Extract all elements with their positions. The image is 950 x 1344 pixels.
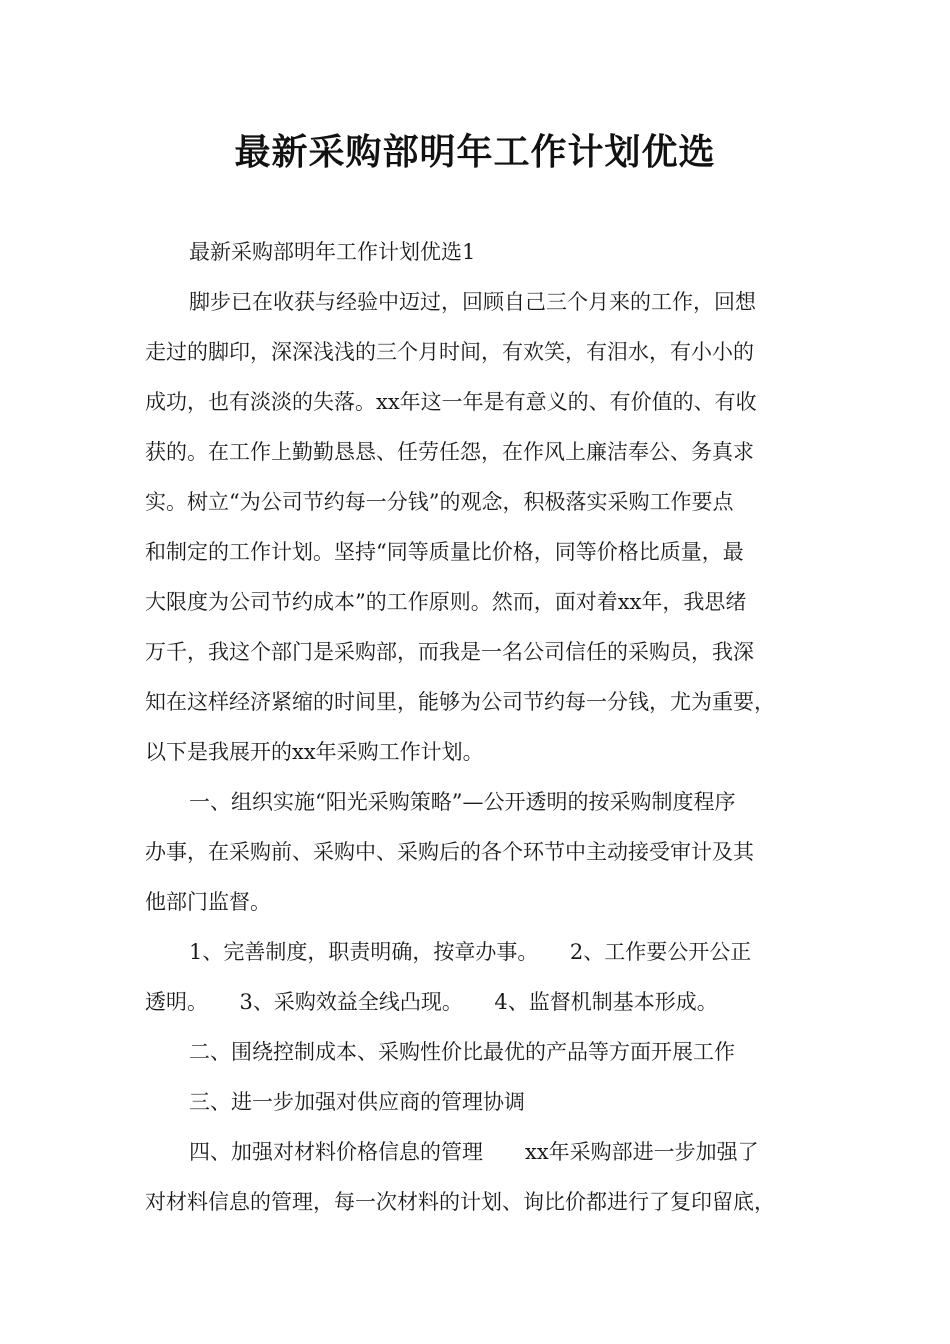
paragraph-section-1-items [145,927,813,1027]
text-line: 办事，在采购前、采购中、采购后的各个环节中主动接受审计及其 [145,840,754,864]
paragraph-section-4 [145,1127,813,1227]
paragraph-intro [145,277,813,777]
text-line: 成功，也有淡淡的失落。xx年这一年是有意义的、有价值的、有收 [145,390,757,414]
text-line: 三、进一步加强对供应商的管理协调 [189,1090,525,1114]
document-body [145,227,813,1227]
text-line: 他部门监督。 [145,890,271,914]
text-line: 最新采购部明年工作计划优选1 [189,240,476,264]
document-title: 最新采购部明年工作计划优选 [234,132,716,173]
text-line: 走过的脚印，深深浅浅的三个月时间，有欢笑，有泪水，有小小的 [145,340,754,364]
text-line: 知在这样经济紧缩的时间里，能够为公司节约每一分钱，尤为重要， [145,690,775,714]
paragraph-subtitle [145,227,813,277]
text-line: 二、围绕控制成本、采购性价比最优的产品等方面开展工作 [189,1040,735,1064]
text-line: 和制定的工作计划。坚持“同等质量比价格，同等价格比质量，最 [145,540,744,564]
paragraph-section-2 [145,1027,813,1077]
text-line: 透明。 3、采购效益全线凸现。 4、监督机制基本形成。 [145,990,718,1014]
text-line: 1、完善制度，职责明确，按章办事。 2、工作要公开公正 [189,940,752,964]
text-line: 一、组织实施“阳光采购策略”—公开透明的按采购制度程序 [189,790,736,814]
paragraph-section-3 [145,1077,813,1127]
text-line: 大限度为公司节约成本”的工作原则。然而，面对着xx年，我思绪 [145,590,747,614]
text-line: 脚步已在收获与经验中迈过，回顾自己三个月来的工作，回想 [189,290,756,314]
text-line: 获的。在工作上勤勤恳恳、任劳任怨，在作风上廉洁奉公、务真求 [145,440,754,464]
text-line: 万千，我这个部门是采购部，而我是一名公司信任的采购员，我深 [145,640,754,664]
text-line: 对材料信息的管理，每一次材料的计划、询比价都进行了复印留底， [145,1190,775,1214]
text-line: 实。树立“为公司节约每一分钱”的观念，积极落实采购工作要点 [145,490,734,514]
text-line: 四、加强对材料价格信息的管理 xx年采购部进一步加强了 [189,1140,759,1164]
paragraph-section-1 [145,777,813,927]
text-line: 以下是我展开的xx年采购工作计划。 [145,740,484,764]
